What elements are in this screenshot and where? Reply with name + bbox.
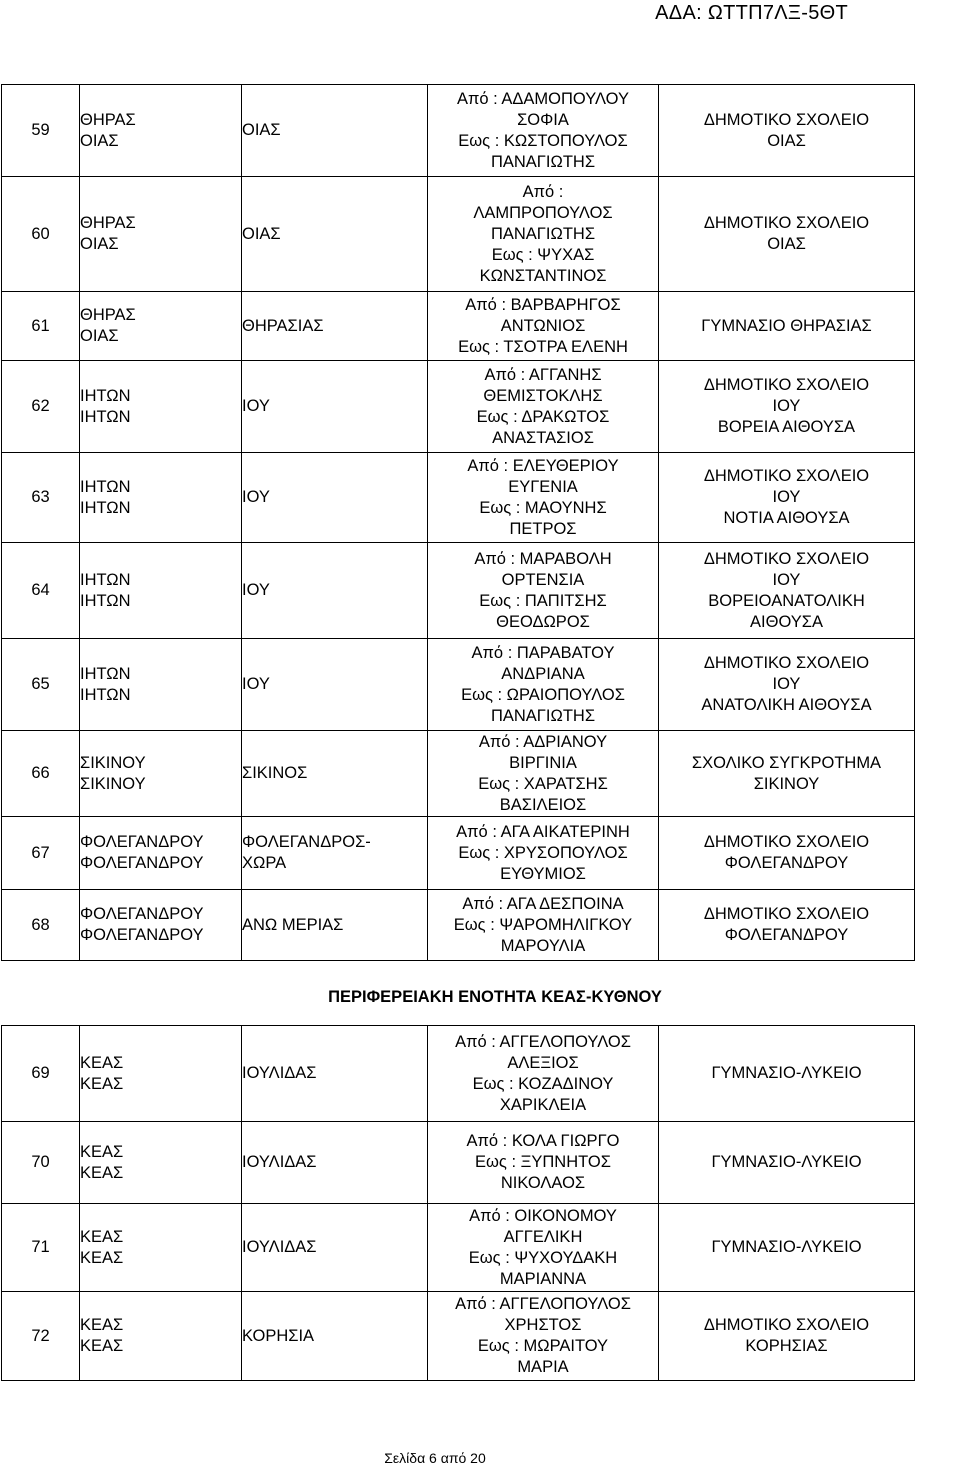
school-cell: ΓΥΜΝΑΣΙΟ-ΛΥΚΕΙΟ [659, 1122, 915, 1204]
area-cell: ΙΗΤΩΝ ΙΗΤΩΝ [80, 543, 242, 639]
row-number: 62 [2, 361, 80, 453]
row-number: 71 [2, 1204, 80, 1292]
area-cell: ΘΗΡΑΣ ΟΙΑΣ [80, 292, 242, 361]
table-row [2, 361, 915, 453]
school-cell: ΔΗΜΟΤΙΚΟ ΣΧΟΛΕΙΟ ΙΟΥ ΒΟΡΕΙΟΑΝΑΤΟΛΙΚΗ ΑΙΘΟΥΣΑ [659, 543, 915, 639]
row-number: 63 [2, 453, 80, 543]
surname-range-cell: Από : ΛΑΜΠΡΟΠΟΥΛΟΣ ΠΑΝΑΓΙΩΤΗΣ Εως : ΨΥΧΑΣ ΚΩΝΣΤΑΝΤΙΝΟΣ [428, 177, 659, 292]
surname-range-cell: Από : ΑΓΑ ΔΕΣΠΟΙΝΑ Εως : ΨΑΡΟΜΗΛΙΓΚΟΥ ΜΑΡΟΥΛΙΑ [428, 890, 659, 961]
school-cell: ΔΗΜΟΤΙΚΟ ΣΧΟΛΕΙΟ ΦΟΛΕΓΑΝΔΡΟΥ [659, 890, 915, 961]
school-cell: ΓΥΜΝΑΣΙΟ-ΛΥΚΕΙΟ [659, 1204, 915, 1292]
location-cell: ΟΙΑΣ [242, 85, 428, 177]
surname-range-cell: Από : ΑΔΑΜΟΠΟΥΛΟΥ ΣΟΦΙΑ Εως : ΚΩΣΤΟΠΟΥΛΟΣ ΠΑΝΑΓΙΩΤΗΣ [428, 85, 659, 177]
area-cell: ΣΙΚΙΝΟΥ ΣΙΚΙΝΟΥ [80, 731, 242, 817]
row-number: 72 [2, 1292, 80, 1381]
school-cell: ΔΗΜΟΤΙΚΟ ΣΧΟΛΕΙΟ ΟΙΑΣ [659, 177, 915, 292]
ada-code: ΑΔΑ: ΩΤΤΠ7ΛΞ-5ΘΤ [655, 2, 848, 24]
school-cell: ΓΥΜΝΑΣΙΟ-ΛΥΚΕΙΟ [659, 1026, 915, 1122]
location-cell: ΙΟΥ [242, 543, 428, 639]
area-cell: ΚΕΑΣ ΚΕΑΣ [80, 1204, 242, 1292]
surname-range-cell: Από : ΒΑΡΒΑΡΗΓΟΣ ΑΝΤΩΝΙΟΣ Εως : ΤΣΟΤΡΑ ΕΛΕΝΗ [428, 292, 659, 361]
surname-range-cell: Από : ΜΑΡΑΒΟΛΗ ΟΡΤΕΝΣΙΑ Εως : ΠΑΠΙΤΣΗΣ ΘΕΟΔΩΡΟΣ [428, 543, 659, 639]
table-row [2, 731, 915, 817]
row-number: 67 [2, 817, 80, 890]
area-cell: ΚΕΑΣ ΚΕΑΣ [80, 1292, 242, 1381]
table-row [2, 890, 915, 961]
area-cell: ΘΗΡΑΣ ΟΙΑΣ [80, 85, 242, 177]
area-cell: ΙΗΤΩΝ ΙΗΤΩΝ [80, 453, 242, 543]
surname-range-cell: Από : ΚΟΛΑ ΓΙΩΡΓΟ Εως : ΞΥΠΝΗΤΟΣ ΝΙΚΟΛΑΟΣ [428, 1122, 659, 1204]
area-cell: ΘΗΡΑΣ ΟΙΑΣ [80, 177, 242, 292]
polling-stations-table [1, 84, 915, 961]
row-number: 60 [2, 177, 80, 292]
surname-range-cell: Από : ΠΑΡΑΒΑΤΟΥ ΑΝΔΡΙΑΝΑ Εως : ΩΡΑΙΟΠΟΥΛΟΣ ΠΑΝΑΓΙΩΤΗΣ [428, 639, 659, 731]
row-number: 66 [2, 731, 80, 817]
row-number: 64 [2, 543, 80, 639]
school-cell: ΔΗΜΟΤΙΚΟ ΣΧΟΛΕΙΟ ΙΟΥ ΑΝΑΤΟΛΙΚΗ ΑΙΘΟΥΣΑ [659, 639, 915, 731]
area-cell: ΙΗΤΩΝ ΙΗΤΩΝ [80, 361, 242, 453]
location-cell: ΣΙΚΙΝΟΣ [242, 731, 428, 817]
section-title: ΠΕΡΙΦΕΡΕΙΑΚΗ ΕΝΟΤΗΤΑ ΚΕΑΣ-ΚΥΘΝΟΥ [328, 988, 662, 1006]
surname-range-cell: Από : ΟΙΚΟΝΟΜΟΥ ΑΓΓΕΛΙΚΗ Εως : ΨΥΧΟΥΔΑΚΗ ΜΑΡΙΑΝΝΑ [428, 1204, 659, 1292]
school-cell: ΣΧΟΛΙΚΟ ΣΥΓΚΡΟΤΗΜΑ ΣΙΚΙΝΟΥ [659, 731, 915, 817]
location-cell: ΘΗΡΑΣΙΑΣ [242, 292, 428, 361]
table-row [2, 292, 915, 361]
area-cell: ΙΗΤΩΝ ΙΗΤΩΝ [80, 639, 242, 731]
surname-range-cell: Από : ΑΔΡΙΑΝΟΥ ΒΙΡΓΙΝΙΑ Εως : ΧΑΡΑΤΣΗΣ ΒΑΣΙΛΕΙΟΣ [428, 731, 659, 817]
table-body [2, 1026, 915, 1381]
location-cell: ΙΟΥΛΙΔΑΣ [242, 1026, 428, 1122]
row-number: 69 [2, 1026, 80, 1122]
row-number: 70 [2, 1122, 80, 1204]
location-cell: ΦΟΛΕΓΑΝΔΡΟΣ- ΧΩΡΑ [242, 817, 428, 890]
location-cell: ΙΟΥ [242, 639, 428, 731]
surname-range-cell: Από : ΑΓΓΕΛΟΠΟΥΛΟΣ ΑΛΕΞΙΟΣ Εως : ΚΟΖΑΔΙΝΟΥ ΧΑΡΙΚΛΕΙΑ [428, 1026, 659, 1122]
school-cell: ΔΗΜΟΤΙΚΟ ΣΧΟΛΕΙΟ ΙΟΥ ΝΟΤΙΑ ΑΙΘΟΥΣΑ [659, 453, 915, 543]
school-cell: ΔΗΜΟΤΙΚΟ ΣΧΟΛΕΙΟ ΚΟΡΗΣΙΑΣ [659, 1292, 915, 1381]
location-cell: ΙΟΥΛΙΔΑΣ [242, 1204, 428, 1292]
surname-range-cell: Από : ΕΛΕΥΘΕΡΙΟΥ ΕΥΓΕΝΙΑ Εως : ΜΑΟΥΝΗΣ ΠΕΤΡΟΣ [428, 453, 659, 543]
table-row [2, 639, 915, 731]
table-row [2, 817, 915, 890]
table-body [2, 85, 915, 961]
page-number: Σελίδα 6 από 20 [384, 1450, 486, 1466]
location-cell: ΙΟΥ [242, 361, 428, 453]
location-cell: ΑΝΩ ΜΕΡΙΑΣ [242, 890, 428, 961]
table-row [2, 177, 915, 292]
row-number: 61 [2, 292, 80, 361]
table-row [2, 453, 915, 543]
table-row [2, 1204, 915, 1292]
school-cell: ΔΗΜΟΤΙΚΟ ΣΧΟΛΕΙΟ ΟΙΑΣ [659, 85, 915, 177]
polling-stations-table-kea [1, 1025, 915, 1381]
row-number: 68 [2, 890, 80, 961]
location-cell: ΚΟΡΗΣΙΑ [242, 1292, 428, 1381]
school-cell: ΓΥΜΝΑΣΙΟ ΘΗΡΑΣΙΑΣ [659, 292, 915, 361]
table-row [2, 85, 915, 177]
area-cell: ΦΟΛΕΓΑΝΔΡΟΥ ΦΟΛΕΓΑΝΔΡΟΥ [80, 817, 242, 890]
row-number: 65 [2, 639, 80, 731]
table-row [2, 543, 915, 639]
table-row [2, 1292, 915, 1381]
row-number: 59 [2, 85, 80, 177]
area-cell: ΦΟΛΕΓΑΝΔΡΟΥ ΦΟΛΕΓΑΝΔΡΟΥ [80, 890, 242, 961]
surname-range-cell: Από : ΑΓΓΑΝΗΣ ΘΕΜΙΣΤΟΚΛΗΣ Εως : ΔΡΑΚΩΤΟΣ ΑΝΑΣΤΑΣΙΟΣ [428, 361, 659, 453]
area-cell: ΚΕΑΣ ΚΕΑΣ [80, 1122, 242, 1204]
school-cell: ΔΗΜΟΤΙΚΟ ΣΧΟΛΕΙΟ ΙΟΥ ΒΟΡΕΙΑ ΑΙΘΟΥΣΑ [659, 361, 915, 453]
location-cell: ΙΟΥΛΙΔΑΣ [242, 1122, 428, 1204]
location-cell: ΙΟΥ [242, 453, 428, 543]
table-row [2, 1026, 915, 1122]
area-cell: ΚΕΑΣ ΚΕΑΣ [80, 1026, 242, 1122]
surname-range-cell: Από : ΑΓΑ ΑΙΚΑΤΕΡΙΝΗ Εως : ΧΡΥΣΟΠΟΥΛΟΣ ΕΥΘΥΜΙΟΣ [428, 817, 659, 890]
table-row [2, 1122, 915, 1204]
school-cell: ΔΗΜΟΤΙΚΟ ΣΧΟΛΕΙΟ ΦΟΛΕΓΑΝΔΡΟΥ [659, 817, 915, 890]
surname-range-cell: Από : ΑΓΓΕΛΟΠΟΥΛΟΣ ΧΡΗΣΤΟΣ Εως : ΜΩΡΑΙΤΟΥ ΜΑΡΙΑ [428, 1292, 659, 1381]
location-cell: ΟΙΑΣ [242, 177, 428, 292]
